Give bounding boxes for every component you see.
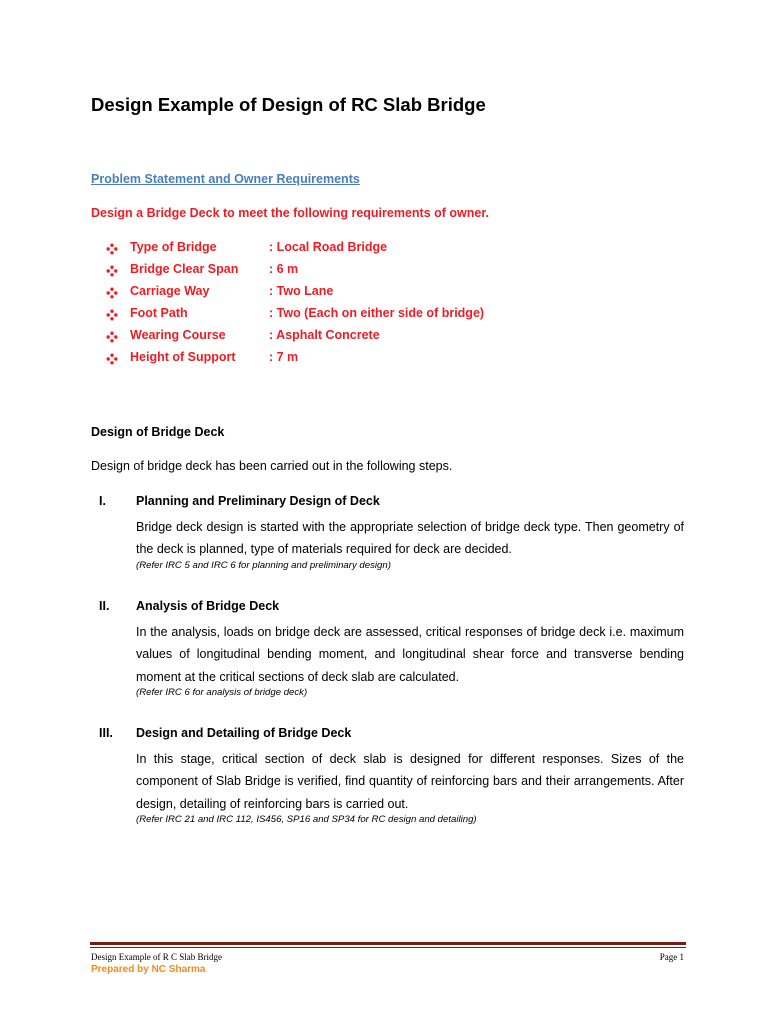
requirement-value: : 6 m: [269, 262, 299, 276]
step-number: I.: [99, 494, 106, 508]
requirement-intro: Design a Bridge Deck to meet the following requirements of owner.: [91, 206, 489, 220]
requirement-label: Type of Bridge: [130, 240, 217, 254]
footer-divider: [90, 942, 686, 945]
page-title: Design Example of Design of RC Slab Bridge: [91, 94, 486, 115]
requirement-label: Carriage Way: [130, 284, 210, 298]
step-body: [136, 748, 684, 827]
step-text: In the analysis, loads on bridge deck are assessed, critical responses of bridge deck i.e. maximum values of longitudinal bending moment, and longitudinal shear force and transverse bending moment at the critical sections of deck slab are calculated.: [136, 625, 684, 684]
deck-heading: Design of Bridge Deck: [91, 425, 225, 439]
footer-divider-thin: [90, 947, 686, 948]
footer-doc-title: Design Example of R C Slab Bridge: [91, 952, 222, 962]
diamond-bullet-icon: [106, 353, 118, 365]
diamond-bullet-icon: [106, 309, 118, 321]
step-title: Analysis of Bridge Deck: [136, 599, 280, 613]
requirement-value: : Asphalt Concrete: [269, 328, 380, 342]
step-number: II.: [99, 599, 110, 613]
step-body: [136, 621, 684, 700]
step-title: Design and Detailing of Bridge Deck: [136, 726, 352, 740]
footer-page-number: Page 1: [659, 952, 684, 962]
requirement-label: Foot Path: [130, 306, 188, 320]
diamond-bullet-icon: [106, 265, 118, 277]
step-number: III.: [99, 726, 113, 740]
requirement-value: : Two (Each on either side of bridge): [269, 306, 485, 320]
step-reference: (Refer IRC 6 for analysis of bridge deck): [136, 687, 308, 699]
step-reference: (Refer IRC 5 and IRC 6 for planning and preliminary design): [136, 559, 391, 571]
requirement-label: Wearing Course: [130, 328, 226, 342]
problem-statement-link[interactable]: Problem Statement and Owner Requirements: [91, 172, 360, 186]
step-text: Bridge deck design is started with the appropriate selection of bridge deck type. Then geometry of the deck is planned, type of materials required for deck are decided.: [136, 520, 684, 557]
step-title: Planning and Preliminary Design of Deck: [136, 494, 380, 508]
diamond-bullet-icon: [106, 243, 118, 255]
step-reference: (Refer IRC 21 and IRC 112, IS456, SP16 and SP34 for RC design and detailing): [136, 814, 477, 826]
deck-intro: Design of bridge deck has been carried out in the following steps.: [91, 459, 453, 473]
footer-author: Prepared by NC Sharma: [91, 964, 206, 975]
step-body: [136, 516, 684, 573]
requirement-label: Height of Support: [130, 350, 236, 364]
diamond-bullet-icon: [106, 331, 118, 343]
requirement-value: : Two Lane: [269, 284, 334, 298]
requirement-value: : Local Road Bridge: [269, 240, 388, 254]
diamond-bullet-icon: [106, 287, 118, 299]
step-text: In this stage, critical section of deck slab is designed for different responses. Sizes of the component of Slab Bridge is verified, find quantity of reinforcing bars and their arrangements. After design, detailing of reinforcing bars is carried out.: [136, 752, 684, 811]
requirement-label: Bridge Clear Span: [130, 262, 239, 276]
requirement-value: : 7 m: [269, 350, 299, 364]
